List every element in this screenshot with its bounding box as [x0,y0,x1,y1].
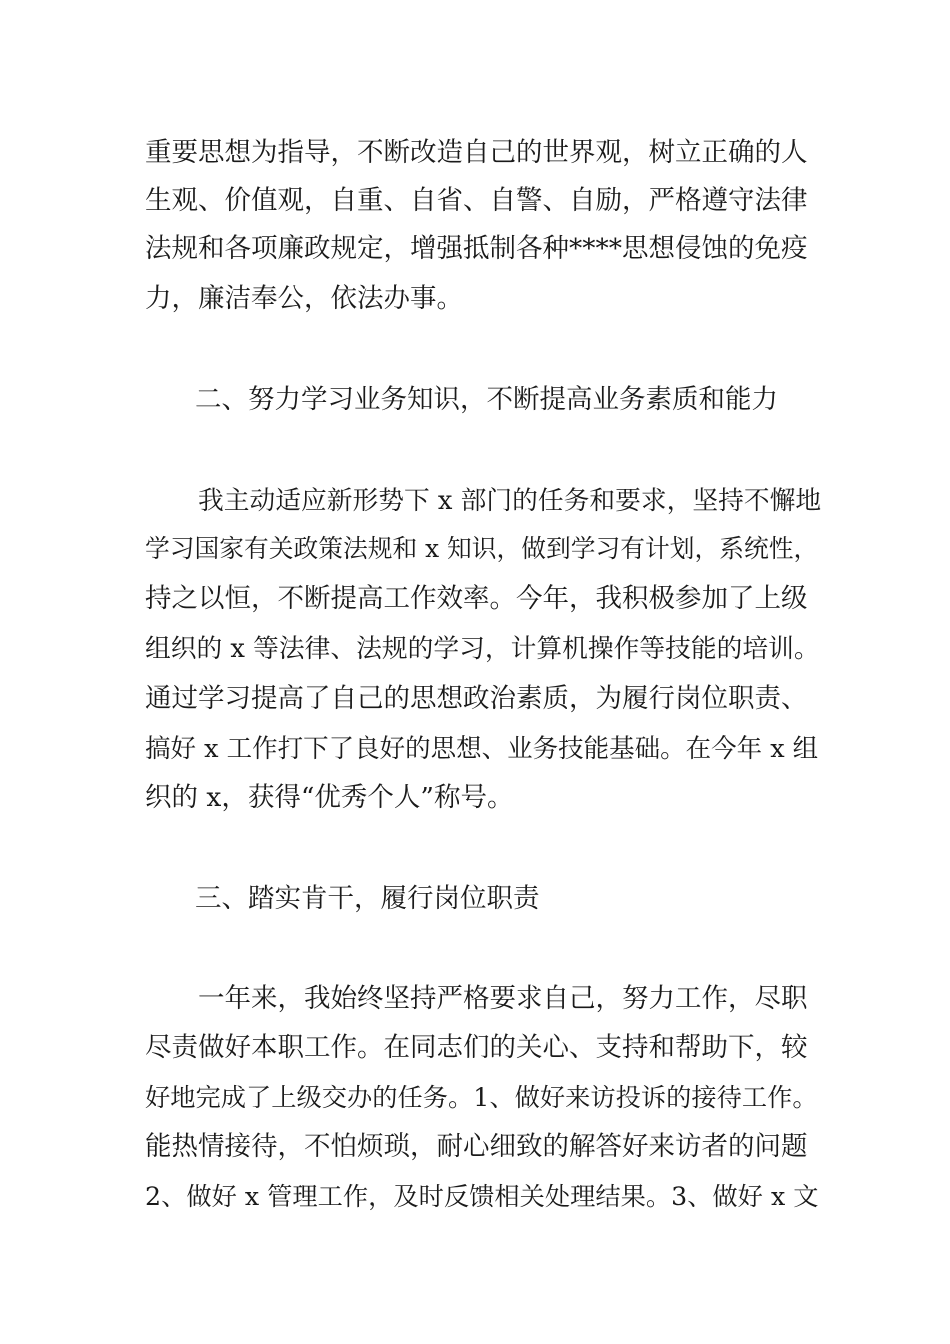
paragraph-line: 我主动适应新形势下 x 部门的任务和要求，坚持不懈地 [198,486,822,516]
paragraph-line: 尽责做好本职工作。在同志们的关心、支持和帮助下，较 [145,1032,808,1063]
section-heading-3: 三、踏实肯干，履行岗位职责 [195,883,540,914]
paragraph-line: 搞好 x 工作打下了良好的思想、业务技能基础。在今年 x 组 [145,734,819,764]
paragraph-line: 通过学习提高了自己的思想政治素质，为履行岗位职责、 [145,683,808,714]
paragraph-line: 重要思想为指导，不断改造自己的世界观，树立正确的人 [145,137,808,168]
paragraph-line: 法规和各项廉政规定，增强抵制各种****思想侵蚀的免疫 [145,233,808,264]
paragraph-line: 力，廉洁奉公，依法办事。 [145,283,463,314]
paragraph-line: 好地完成了上级交办的任务。1、做好来访投诉的接待工作。 [145,1083,818,1112]
paragraph-line: 生观、价值观，自重、自省、自警、自励，严格遵守法律 [145,185,808,216]
paragraph-line: 2、做好 x 管理工作，及时反馈相关处理结果。3、做好 x 文 [145,1182,819,1211]
paragraph-line: 学习国家有关政策法规和 x 知识，做到学习有计划，系统性， [145,534,819,563]
paragraph-line: 能热情接待，不怕烦琐，耐心细致的解答好来访者的问题 [145,1131,808,1162]
paragraph-line: 持之以恒，不断提高工作效率。今年，我积极参加了上级 [145,583,808,614]
paragraph-line: 织的 x，获得“优秀个人”称号。 [145,782,514,813]
section-heading-2: 二、努力学习业务知识，不断提高业务素质和能力 [195,384,778,415]
paragraph-line: 一年来，我始终坚持严格要求自己，努力工作，尽职 [198,983,808,1014]
paragraph-line: 组织的 x 等法律、法规的学习，计算机操作等技能的培训。 [145,634,820,664]
